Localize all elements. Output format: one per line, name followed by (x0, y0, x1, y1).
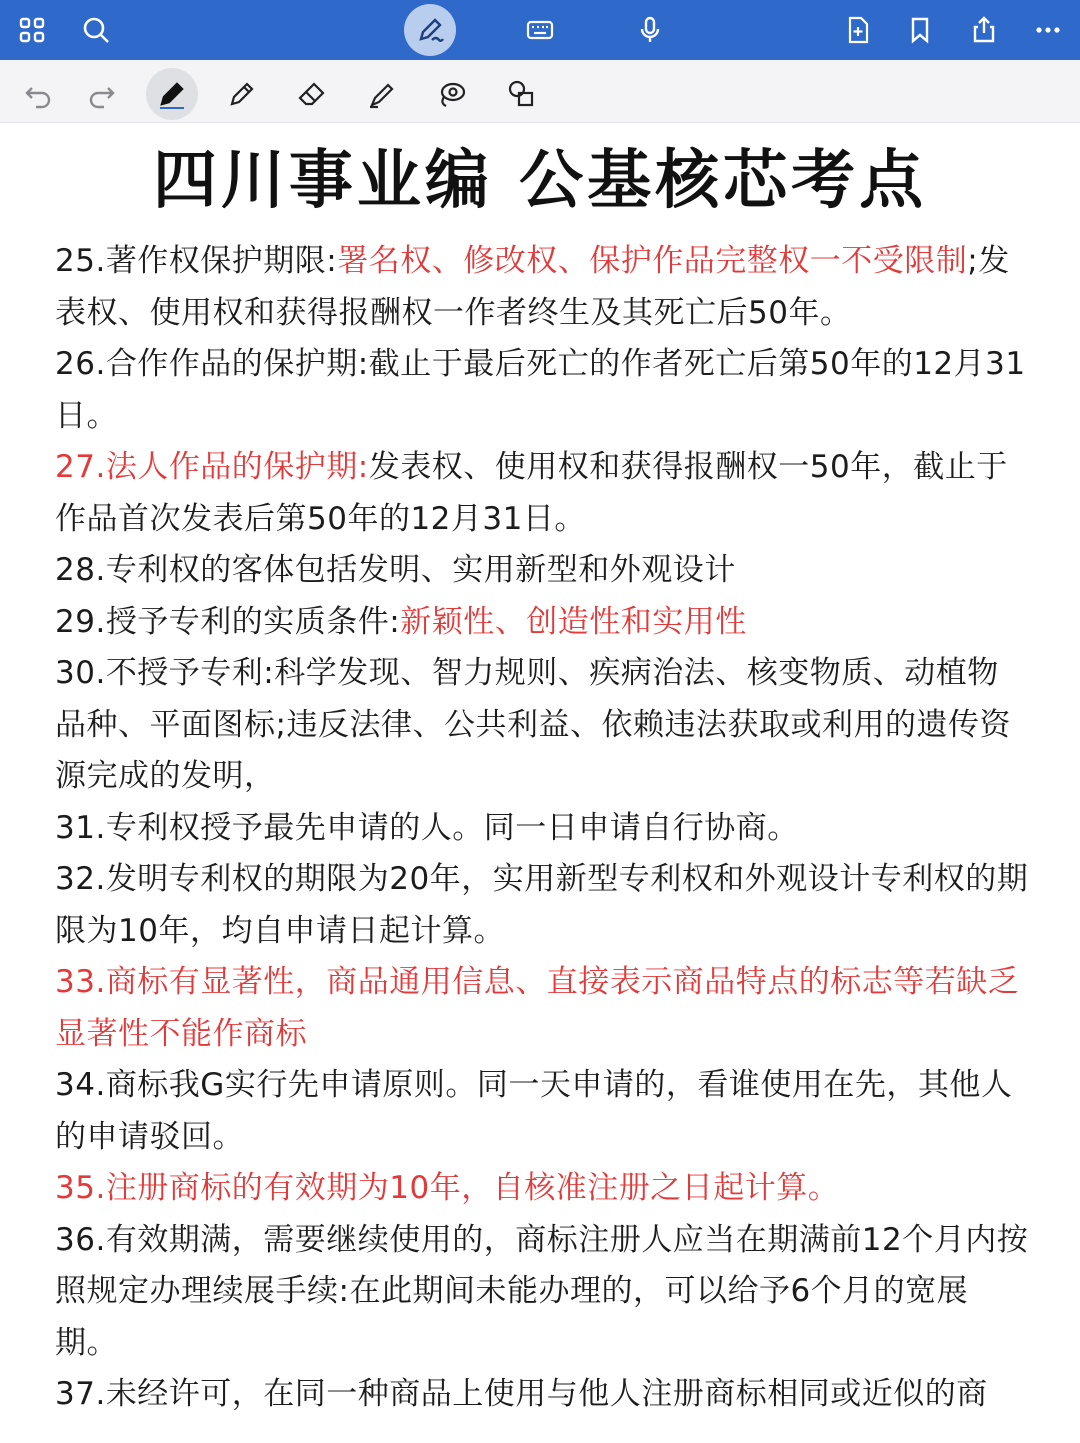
pen-icon[interactable] (404, 4, 456, 56)
pencil-icon[interactable] (222, 74, 262, 114)
note-item (55, 442, 1030, 545)
note-item-number: 25. (55, 243, 106, 279)
note-highlight-text: 署名权、修改权、保护作品完整权一不受限制 (337, 243, 968, 279)
note-item-number: 36. (55, 1221, 106, 1258)
eraser-icon[interactable] (292, 74, 332, 114)
note-item (55, 339, 1030, 442)
add-page-icon[interactable] (836, 8, 880, 52)
search-icon[interactable] (74, 8, 118, 52)
bookmark-icon[interactable] (898, 8, 942, 52)
top-app-bar (0, 0, 1080, 60)
note-item (55, 803, 1030, 855)
note-highlight-text: 注册商标的有效期为10年，自核准注册之日起计算。 (105, 1170, 840, 1206)
grid-icon[interactable] (10, 8, 54, 52)
share-icon[interactable] (962, 8, 1006, 52)
note-text: 发明专利权的期限为20年，实用新型专利权和外观设计专利权的期限为10年，均自申请日起计算。 (55, 861, 1029, 949)
note-item-number: 30. (55, 655, 106, 691)
note-text: 商标我G实行先申请原则。同一天申请的，看谁使用在先，其他人的申请驳回。 (55, 1067, 1013, 1155)
note-item (55, 648, 1030, 803)
note-item (55, 236, 1030, 339)
shapes-icon[interactable] (502, 74, 542, 114)
note-item-number: 33. (55, 964, 106, 1000)
note-item-number: 37. (55, 1376, 106, 1412)
note-item (55, 854, 1030, 957)
note-text: 专利权的客体包括发明、实用新型和外观设计 (105, 552, 736, 588)
note-item-number: 26. (55, 346, 106, 382)
note-content (55, 236, 1030, 1421)
undo-icon[interactable] (18, 74, 58, 114)
redo-icon[interactable] (82, 74, 122, 114)
note-item-number: 27. (55, 449, 106, 485)
note-text: 专利权授予最先申请的人。同一日申请自行协商。 (105, 809, 799, 846)
note-item-number: 34. (55, 1067, 106, 1103)
note-item (55, 957, 1030, 1060)
more-icon[interactable] (1026, 8, 1070, 52)
note-item (55, 545, 1030, 597)
note-item (55, 597, 1030, 649)
highlighter-icon[interactable] (362, 74, 402, 114)
note-item-number: 32. (55, 861, 106, 897)
note-item-number: 29. (55, 603, 106, 640)
microphone-icon[interactable] (628, 8, 672, 52)
lasso-icon[interactable] (432, 74, 472, 114)
keyboard-icon[interactable] (518, 8, 562, 52)
note-text: ;发表权、使用权和获得报酬权一作者终生及其死亡后50年。 (55, 243, 1010, 331)
note-text: 发表权、使用权和获得报酬权一50年，截止于作品首次发表后第50年的12月31日。 (55, 449, 1008, 537)
note-item (55, 1060, 1030, 1163)
note-item (55, 1369, 1030, 1421)
page-title: 四川事业编 公基核芯考点 (152, 144, 928, 218)
note-highlight-text: 新颖性、创造性和实用性 (400, 603, 747, 640)
note-text: 著作权保护期限: (105, 243, 338, 279)
note-item (55, 1215, 1030, 1370)
note-item-number: 35. (55, 1170, 106, 1206)
note-text: 有效期满，需要继续使用的，商标注册人应当在期满前12个月内按照规定办理续展手续:在此期间未能办理的，可以给予6个月的宽展期。 (55, 1221, 1029, 1361)
bluetooth-pen-icon[interactable] (152, 74, 192, 114)
note-text: 合作作品的保护期:截止于最后死亡的作者死亡后第50年的12月31日。 (55, 346, 1026, 434)
note-text: 不授予专利:科学发现、智力规则、疾病治法、核变物质、动植物品种、平面图标;违反法律、公共利益、依赖违法获取或利用的遗传资源完成的发明， (55, 655, 1011, 794)
note-highlight-text: 商标有显著性，商品通用信息、直接表示商品特点的标志等若缺乏显著性不能作商标 (55, 964, 1020, 1052)
note-item (55, 1163, 1030, 1215)
note-item-number: 28. (55, 552, 106, 588)
note-highlight-text: 法人作品的保护期: (105, 449, 369, 485)
note-text: 授予专利的实质条件: (105, 603, 401, 640)
note-item-number: 31. (55, 809, 106, 846)
note-text: 未经许可，在同一种商品上使用与他人注册商标相同或近似的商 (105, 1376, 988, 1412)
